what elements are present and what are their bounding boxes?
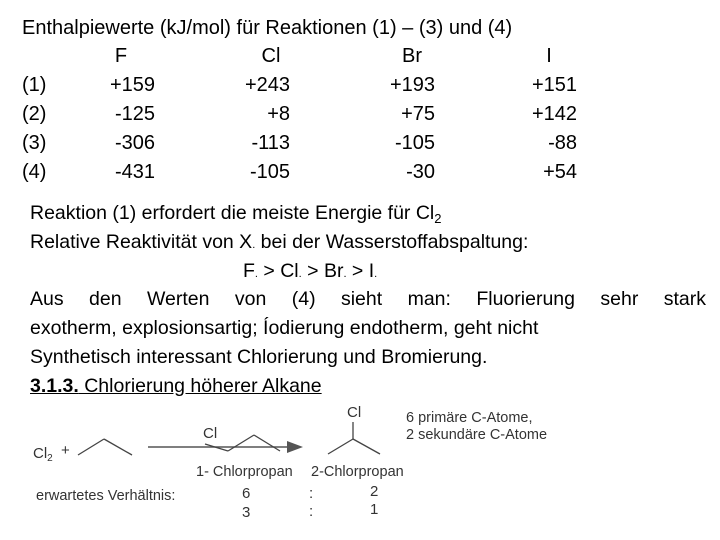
plus-sign: + <box>61 442 70 459</box>
note-secondary: 2 sekundäre C-Atome <box>406 427 548 443</box>
energy-statement: Reaktion (1) erfordert die meiste Energie für $Cl_2$ <box>30 202 442 226</box>
product1-cl: Cl <box>203 425 218 442</box>
table-cell: +8 <box>267 103 290 125</box>
table-cell: -105 <box>394 132 435 154</box>
table-cell: +159 <box>109 74 155 96</box>
table-cell: -125 <box>114 103 155 125</box>
table-cell: +243 <box>244 74 290 96</box>
table-cell: -113 <box>251 132 290 154</box>
row-label: (4) <box>22 161 47 183</box>
note-primary: 6 primäre C-Atome, <box>406 410 533 426</box>
ratio-separator: : <box>309 485 314 502</box>
table-title: Enthalpiewerte (kJ/mol) für Reaktionen (1) – (3) und (4) <box>22 17 513 39</box>
ratio-value: 6 <box>242 485 251 502</box>
conclusion-line-1: Aus den Werten von (4) sieht man: Fluorierung sehr stark <box>30 288 706 310</box>
ratio-value: 3 <box>242 504 251 521</box>
product1-name: 1- Chlorpropan <box>196 464 293 480</box>
table-cell: +151 <box>531 74 577 96</box>
table-cell: +193 <box>389 74 435 96</box>
conclusion-line-3: Synthetisch interessant Chlorierung und Bromierung. <box>30 346 488 368</box>
ratio-value: 1 <box>370 501 379 518</box>
product2-name: 2-Chlorpropan <box>311 464 404 480</box>
ratio-separator: : <box>309 503 314 520</box>
row-label: (1) <box>22 74 47 96</box>
section-heading: 3.1.3. Chlorierung höherer Alkane <box>30 375 322 397</box>
table-cell: -30 <box>406 161 435 183</box>
column-header-i: I <box>546 45 552 67</box>
table-cell: +142 <box>531 103 577 125</box>
ratio-label: erwartetes Verhältnis: <box>36 488 176 504</box>
table-cell: -431 <box>114 161 155 183</box>
conclusion-line-2: exotherm, explosionsartig; Íodierung endotherm, geht nicht <box>30 317 539 339</box>
2-chloropropane-structure <box>328 422 380 454</box>
table-cell: -88 <box>548 132 577 154</box>
table-cell: +75 <box>401 103 435 125</box>
reactivity-statement: Relative Reaktivität von X. bei der Wasserstoffabspaltung: <box>30 231 529 253</box>
row-label: (2) <box>22 103 47 125</box>
row-label: (3) <box>22 132 47 154</box>
product2-cl: Cl <box>347 404 362 421</box>
column-header-br: Br <box>402 45 422 67</box>
reactivity-order: F. > Cl. > Br. > I. <box>243 260 378 282</box>
table-cell: -105 <box>249 161 290 183</box>
propane-structure <box>78 439 132 455</box>
reactant-cl2: $Cl_2$ <box>33 445 53 464</box>
column-header-f: F <box>114 45 128 67</box>
table-cell: -306 <box>114 132 155 154</box>
table-cell: +54 <box>543 161 577 183</box>
ratio-value: 2 <box>370 483 379 500</box>
column-header-cl: Cl <box>261 45 281 67</box>
